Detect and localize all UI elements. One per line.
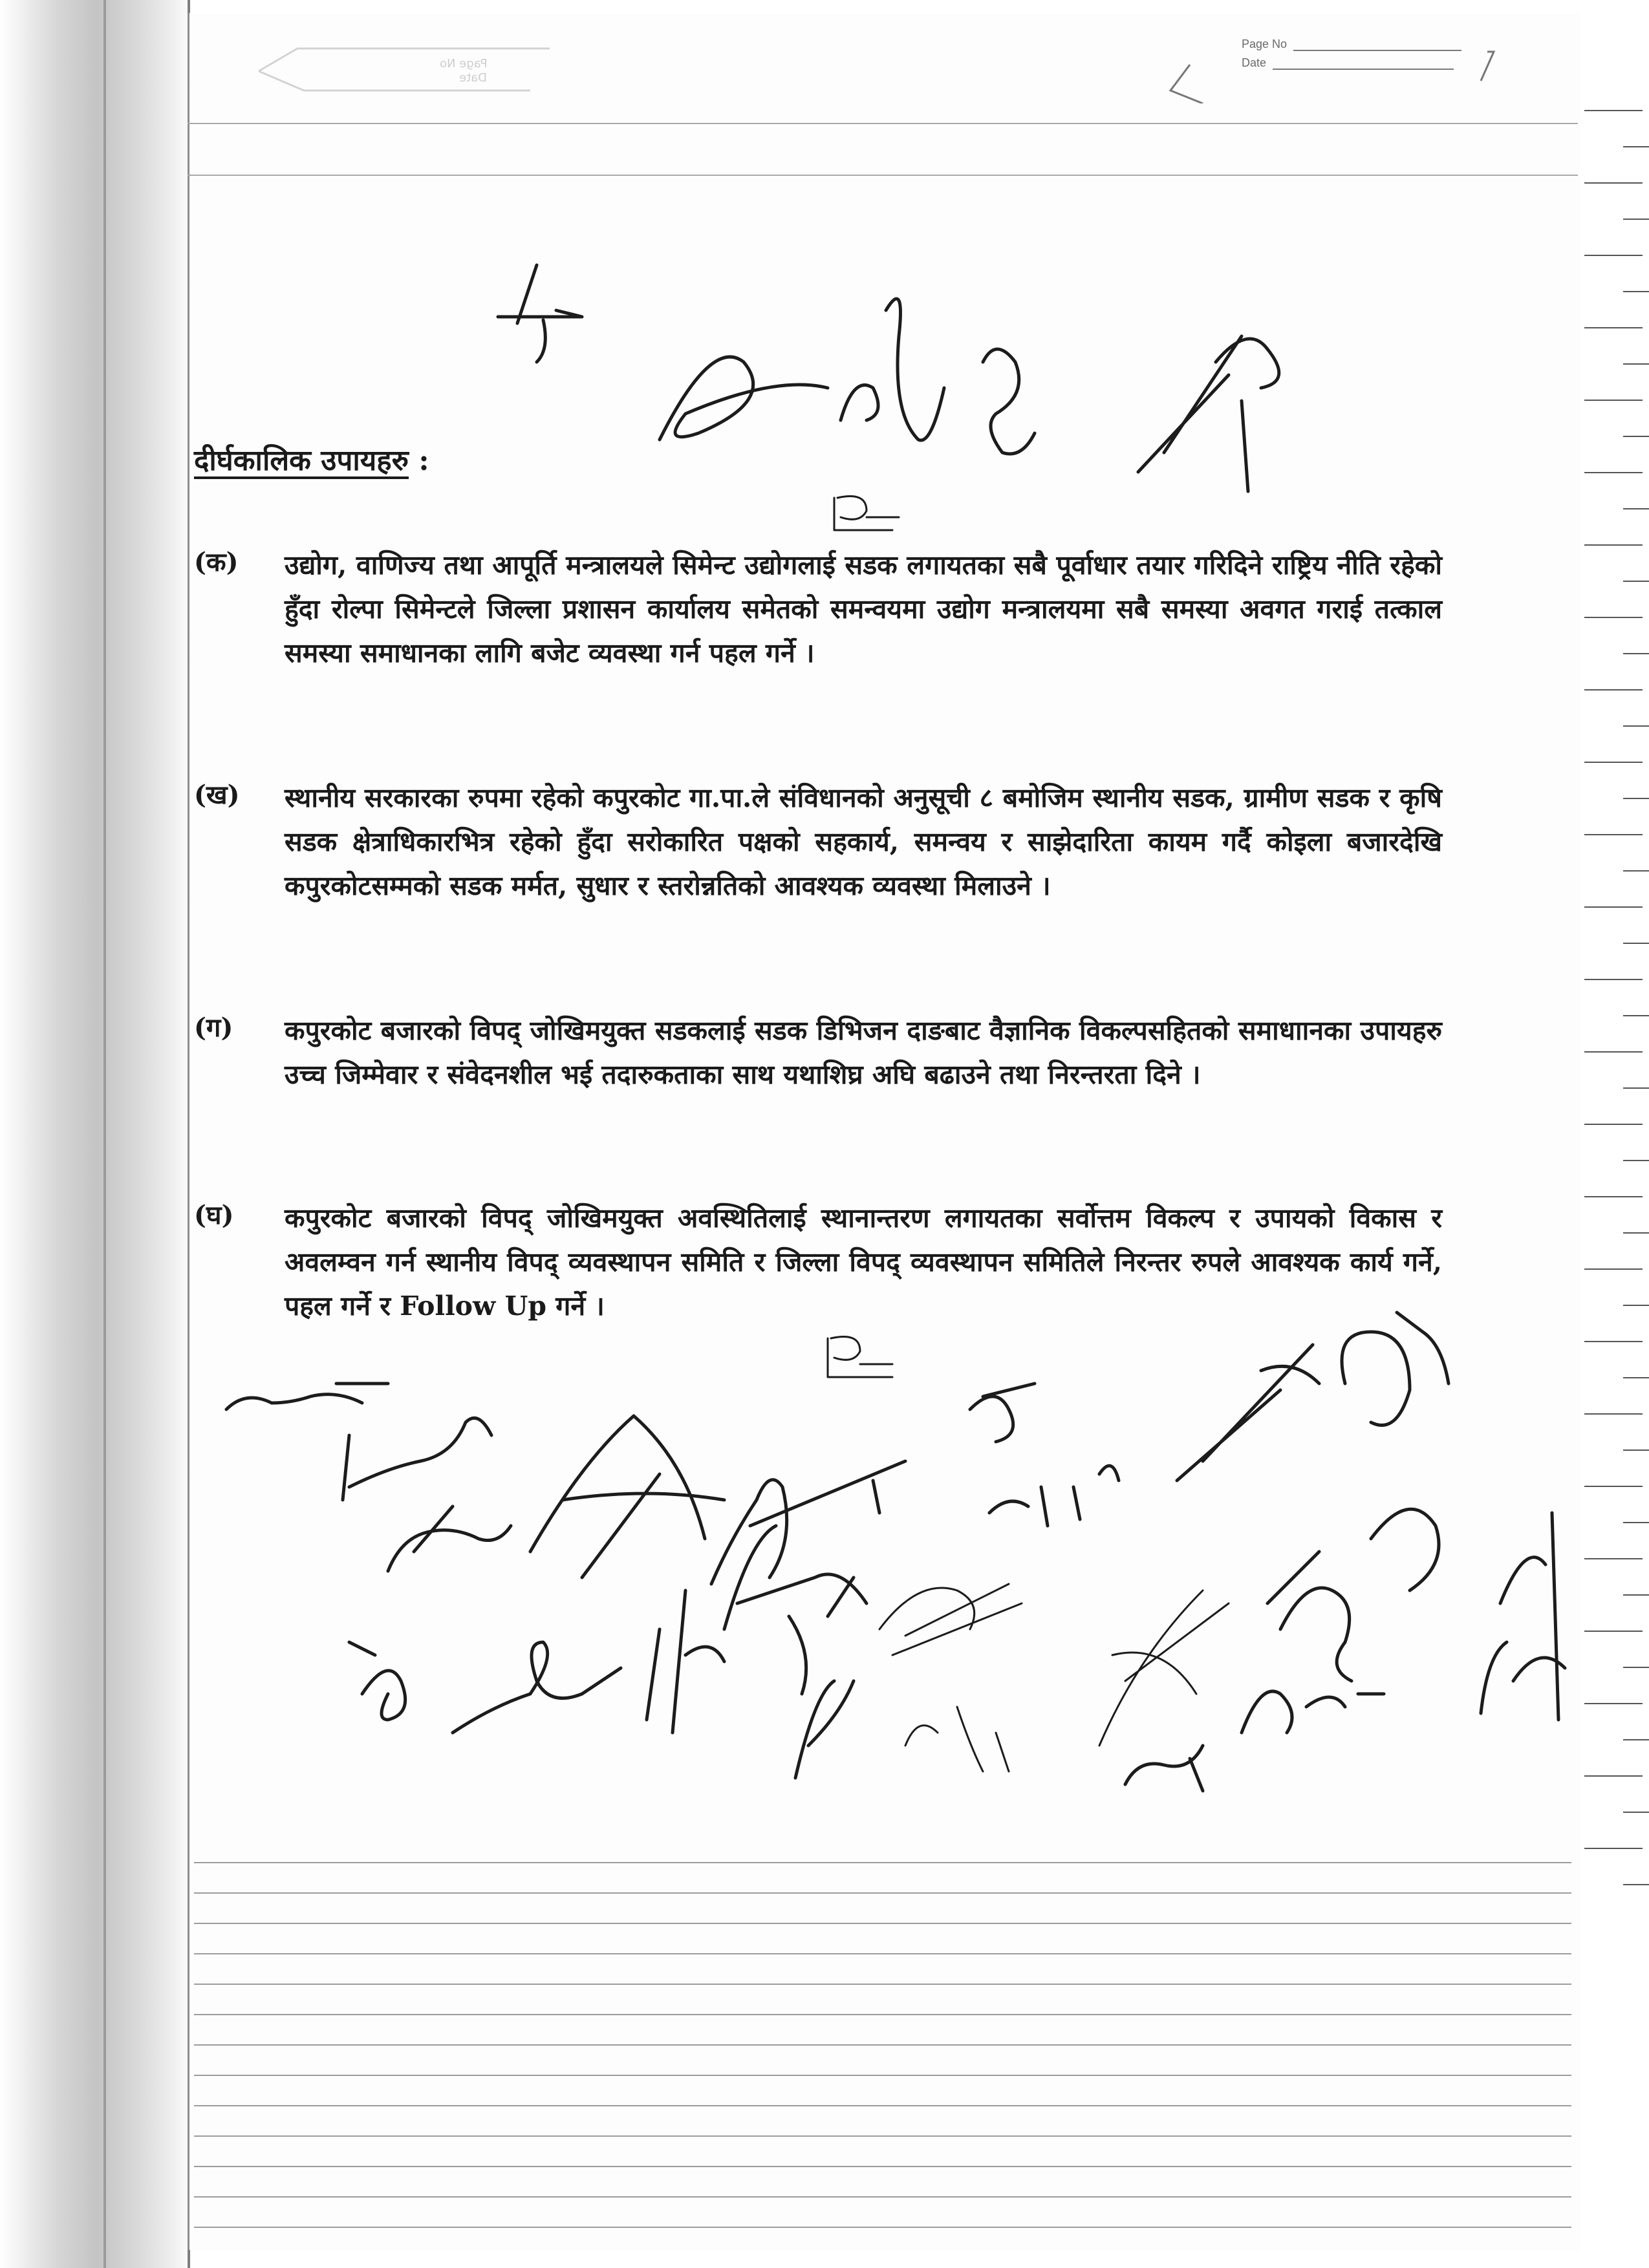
page-number-date-box [1164,32,1500,103]
paragraph-marker: (क) [194,547,239,577]
paragraph-marker: (ख) [194,780,240,810]
margin-tick [1623,508,1649,509]
margin-tick [1623,219,1649,220]
margin-tick [1623,870,1649,872]
ruled-line [194,2075,1571,2076]
ruled-line [194,1892,1571,1894]
margin-tick [1623,1015,1649,1016]
margin-tick [1623,1160,1649,1161]
binding-edge-line [103,0,106,2268]
margin-tick [1623,1232,1649,1234]
heading-text: दीर्घकालिक उपायहरु [194,444,409,477]
margin-tick [1623,1522,1649,1523]
date-label: Date [1242,56,1267,69]
heading-colon: : [418,444,429,477]
margin-tick [1623,725,1649,727]
scan-binding-shadow [0,0,194,2268]
margin-tick [1623,1667,1649,1668]
margin-tick [1584,472,1643,473]
margin-tick [1623,1594,1649,1596]
margin-tick [1623,436,1649,437]
margin-tick [1623,1377,1649,1378]
ruled-line [194,2135,1571,2137]
margin-tick [1584,1848,1643,1849]
paragraph-marker: (ग) [194,1012,233,1043]
margin-tick [1584,1775,1643,1777]
margin-tick [1584,1196,1643,1197]
margin-tick [1584,1341,1643,1342]
ruled-line [194,2105,1571,2106]
margin-tick [1584,762,1643,763]
ruled-line [194,2196,1571,2198]
margin-tick [1584,327,1643,328]
margin-tick [1623,1087,1649,1089]
ruled-line [194,1862,1571,1863]
page-top-rule [188,123,1578,124]
margin-tick [1623,653,1649,654]
margin-tick [1584,1631,1643,1632]
paragraph-text: स्थानीय सरकारका रुपमा रहेको कपुरकोट गा.पा.ले संविधानको अनुसूची ८ बमोजिम स्थानीय सडक, ग्रामीण सडक र कृषि सडक क्षेत्राधिकारभित्र रहेको हुँदा सरोकारित पक्षको सहकार्य, समन्वय र साझेदारिता कायम गर्दै कोइला बजारदेखि कपुरकोटसम्मको सडक मर्मत, सुधार र स्तरोन्नतिको आवश्यक व्यवस्था मिलाउने । [285,782,1442,901]
margin-tick [1623,1450,1649,1451]
page-top-rule-2 [188,175,1578,176]
margin-tick [1584,544,1643,546]
ruled-line [194,2044,1571,2046]
margin-tick [1584,1124,1643,1125]
margin-tick [1623,146,1649,147]
margin-tick [1584,182,1643,184]
margin-tick [1584,834,1643,835]
page-no-label: Page No [1242,37,1288,50]
ghost-date-label: Date [459,71,488,85]
margin-tick [1623,943,1649,944]
notebook-page [188,13,1580,2250]
ruled-line [194,1984,1571,1985]
right-margin-ticks [1571,110,1649,1933]
margin-tick [1584,1051,1643,1053]
margin-tick [1623,1812,1649,1813]
ghost-page-no-label: Page No [440,57,488,70]
margin-tick [1584,400,1643,401]
margin-tick [1584,110,1643,111]
paragraph-marker: (घ) [194,1200,234,1230]
margin-tick [1584,1413,1643,1415]
bleed-through-page-box [246,39,556,97]
margin-tick [1584,617,1643,618]
margin-tick [1623,291,1649,292]
margin-tick [1623,798,1649,799]
paragraph-text: कपुरकोट बजारको विपद् जोखिमयुक्त अवस्थितिलाई स्थानान्तरण लगायतका सर्वोत्तम विकल्प र उपायको विकास र अवलम्वन गर्न स्थानीय विपद् व्यवस्थापन समिति र जिल्ला विपद् व्यवस्थापन समितिले निरन्तर रुपले आवश्यक कार्य गर्ने, पहल गर्ने र Follow Up गर्ने । [285,1203,1442,1321]
margin-tick [1584,689,1643,690]
ruled-line [194,1923,1571,1924]
margin-tick [1623,1884,1649,1885]
ruled-line [194,2166,1571,2167]
ruled-line [194,1953,1571,1954]
margin-tick [1584,1486,1643,1487]
margin-tick [1623,1305,1649,1306]
margin-tick [1623,581,1649,582]
margin-tick [1584,1703,1643,1704]
ruled-line [194,2014,1571,2015]
paragraph-text: कपुरकोट बजारको विपद् जोखिमयुक्त सडकलाई सडक डिभिजन दाङबाट वैज्ञानिक विकल्पसहितको समाधाानका उपायहरु उच्च जिम्मेवार र संवेदनशील भई तदारुकताका साथ यथाशिघ्र अघि बढाउने तथा निरन्तरता दिने । [285,1015,1442,1090]
margin-tick [1584,906,1643,908]
section-heading [194,440,429,478]
margin-tick [1584,1558,1643,1559]
margin-tick [1623,363,1649,365]
ruled-line [194,2227,1571,2228]
margin-tick [1584,1268,1643,1270]
margin-tick [1623,1739,1649,1740]
margin-tick [1584,979,1643,980]
margin-tick [1584,255,1643,256]
paragraph-text: उद्योग, वाणिज्य तथा आपूर्ति मन्त्रालयले सिमेन्ट उद्योगलाई सडक लगायतका सबै पूर्वाधार तयार गरिदिने राष्ट्रिय नीति रहेको हुँदा रोल्पा सिमेन्टले जिल्ला प्रशासन कार्यालय समेतको समन्वयमा उद्योग मन्त्रालयमा सबै समस्या अवगत गराई तत्काल समस्या समाधानका लागि बजेट व्यवस्था गर्न पहल गर्ने । [285,550,1442,669]
